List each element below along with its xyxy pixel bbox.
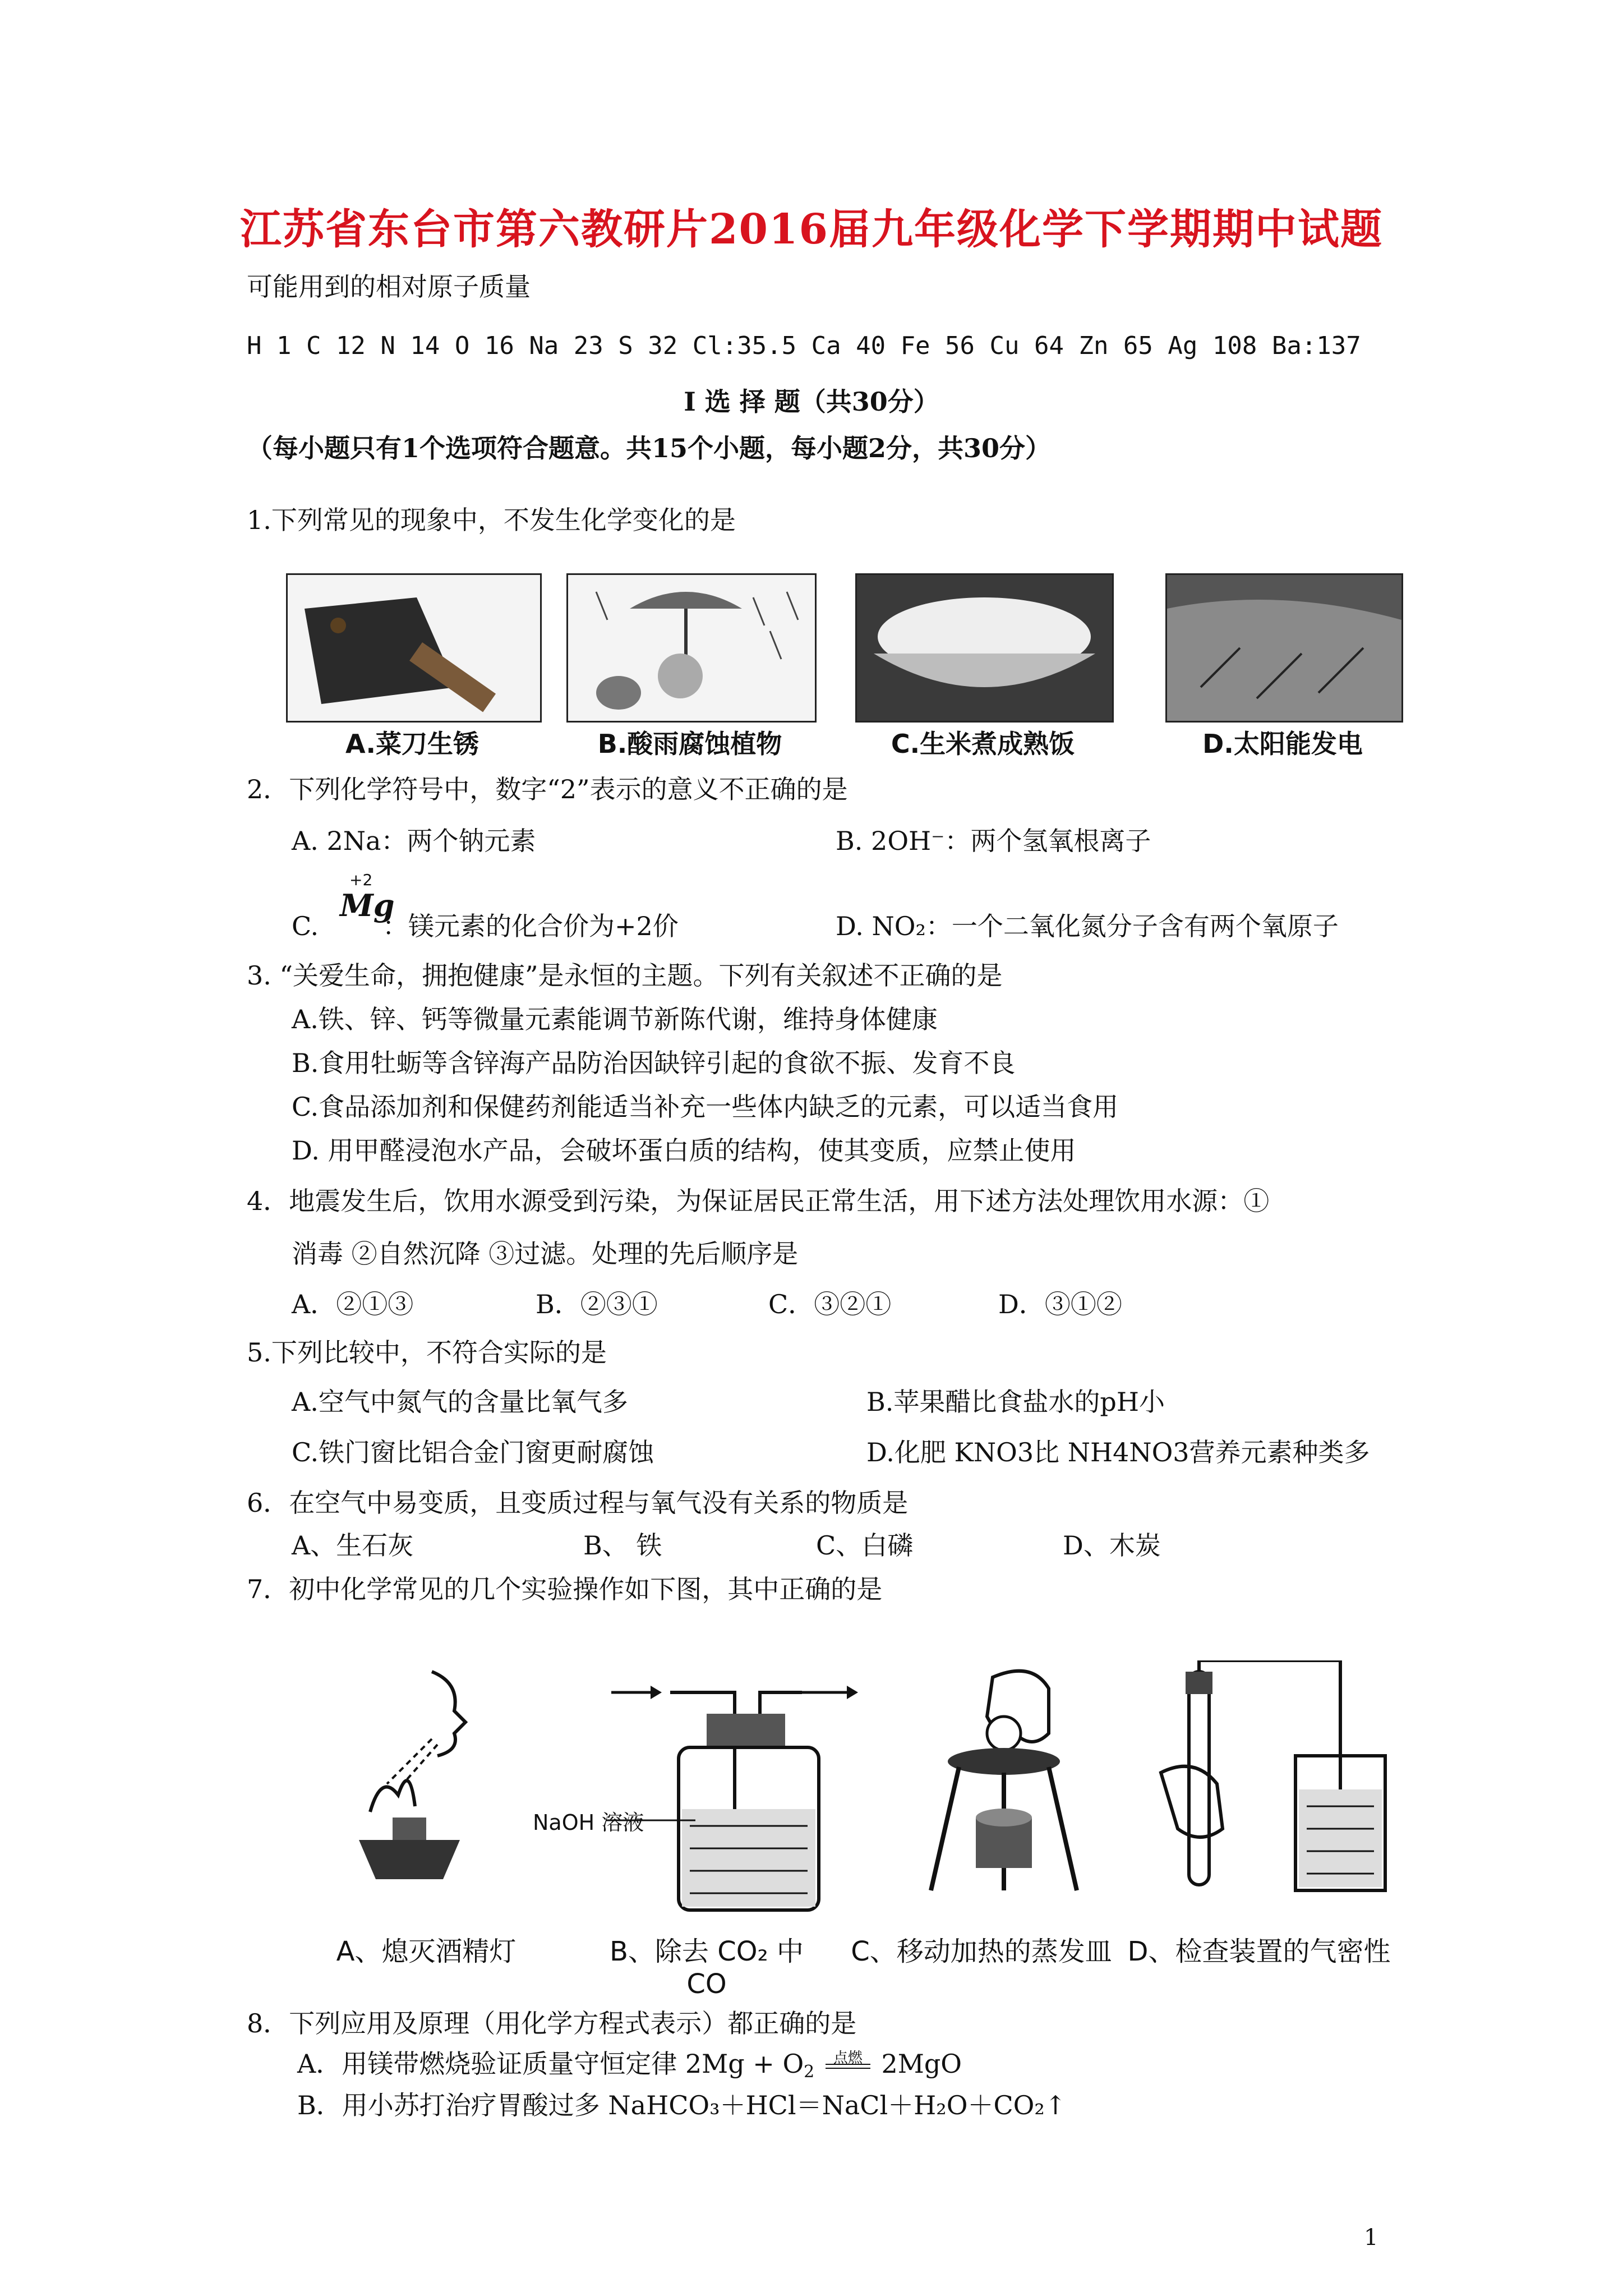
q1-caption-a: A.菜刀生锈 [345,729,479,759]
q2-option-c-prefix: C. [292,911,319,941]
q2-option-c-text: ：镁元素的化合价为+2价 [382,911,679,941]
q2-option-d: D. NO₂：一个二氧化氮分子含有两个氧原子 [836,911,1339,941]
q2-stem: 2．下列化学符号中，数字“2”表示的意义不正确的是 [247,774,848,804]
q1-stem: 1.下列常见的现象中，不发生化学变化的是 [247,505,736,535]
q2-option-b: B. 2OH⁻：两个氢氧根离子 [836,826,1151,856]
page-title: 江苏省东台市第六教研片2016届九年级化学下学期期中试题 [240,205,1383,254]
q5-option-a: A.空气中氮气的含量比氧气多 [292,1387,628,1417]
q6-option-d: D、木炭 [1063,1530,1161,1561]
q5-option-d: D.化肥 KNO3比 NH4NO3营养元素种类多 [866,1437,1370,1467]
q7-caption-a: A、熄灭酒精灯 [336,1936,517,1967]
q1-caption-d: D.太阳能发电 [1202,729,1363,759]
q4-stem-line1: 4．地震发生后，饮用水源受到污染，为保证居民正常生活，用下述方法处理饮用水源：① [247,1186,1270,1216]
q8-option-a-subscript: 2 [804,2062,815,2082]
q6-option-c: C、白磷 [816,1530,914,1561]
q3-stem: 3. “关爱生命，拥抱健康”是永恒的主题。下列有关叙述不正确的是 [247,960,1003,991]
section-note: （每小题只有1个选项符合题意。共15个小题，每小题2分，共30分） [247,433,1052,463]
q3-option-a: A.铁、锌、钙等微量元素能调节新陈代谢，维持身体健康 [292,1004,938,1034]
blowing-out-alcohol-lamp-image [348,1660,505,1896]
q8-stem: 8．下列应用及原理（用化学方程式表示）都正确的是 [247,2008,857,2039]
q4-option-c: C．③②① [768,1289,892,1319]
q6-option-a: A、生石灰 [292,1530,414,1561]
q3-option-b: B.食用牡蛎等含锌海产品防治因缺锌引起的食欲不振、发育不良 [292,1048,1016,1078]
atomic-mass-list: H 1 C 12 N 14 O 16 Na 23 S 32 Cl:35.5 Ca 40 Fe 56 Cu 64 Zn 65 Ag 108 Ba:137 [247,332,1361,360]
q1-caption-c: C.生米煮成熟饭 [891,729,1075,759]
q4-option-a: A．②①③ [292,1289,414,1319]
q1-figure-a [286,573,542,723]
q4-stem-line2: 消毒 ②自然沉降 ③过滤。处理的先后顺序是 [292,1239,799,1269]
page-number: 1 [1364,2225,1378,2251]
q3-option-c: C.食品添加剂和保健药剂能适当补充一些体内缺乏的元素，可以适当食用 [292,1092,1119,1122]
rice-bowl-image [857,575,1112,721]
q8-option-a [297,2047,962,2088]
q3-option-d: D. 用甲醛浸泡水产品，会破坏蛋白质的结构，使其变质，应禁止使用 [292,1135,1076,1166]
q7-stem: 7．初中化学常见的几个实验操作如下图，其中正确的是 [247,1574,883,1604]
q8-option-a-product: 2MgO [873,2049,962,2079]
q5-stem: 5.下列比较中，不符合实际的是 [247,1337,607,1368]
q8-condition-label: 点燃 [833,2050,863,2067]
section-title: Ⅰ 选 择 题（共30分） [684,386,939,417]
q8-option-b: B．用小苏打治疗胃酸过多 NaHCO₃＋HCl＝NaCl＋H₂O＋CO₂↑ [297,2090,1067,2120]
acid-rain-image [568,575,815,721]
solar-panel-image [1167,575,1401,721]
q4-option-b: B．②③① [536,1289,658,1319]
q6-option-b: B、 铁 [583,1530,662,1561]
q4-option-d: D．③①② [998,1289,1122,1319]
q2-option-a: A. 2Na：两个钠元素 [292,826,536,856]
naoh-solution-label: NaOH 溶液 [533,1810,644,1835]
q1-figure-c [855,573,1114,723]
q7-caption-b: B、除去 CO₂ 中 CO [610,1936,804,2000]
q6-stem: 6．在空气中易变质，且变质过程与氧气没有关系的物质是 [247,1488,909,1518]
atomic-mass-heading: 可能用到的相对原子质量 [247,272,531,302]
q5-option-b: B.苹果醋比食盐水的pH小 [866,1387,1165,1417]
q5-option-c: C.铁门窗比铝合金门窗更耐腐蚀 [292,1437,654,1467]
q1-figure-d [1165,573,1403,723]
q7-caption-d: D、检查装置的气密性 [1127,1936,1391,1967]
q1-caption-b: B.酸雨腐蚀植物 [597,729,782,759]
q2-mg-charge: +2 [349,871,373,889]
evaporating-dish-image [920,1655,1088,1907]
gas-washing-bottle-image [606,1680,864,1916]
q8-option-a-text: A．用镁带燃烧验证质量守恒定律 2Mg + O [297,2049,804,2079]
airtightness-check-image [1155,1660,1391,1907]
q7-caption-c: C、移动加热的蒸发皿 [851,1936,1112,1967]
q1-figure-b [566,573,817,723]
q8-reaction-condition [823,2047,873,2080]
kitchen-knife-image [288,575,540,721]
q2-mg-symbol: Mg [340,887,395,923]
